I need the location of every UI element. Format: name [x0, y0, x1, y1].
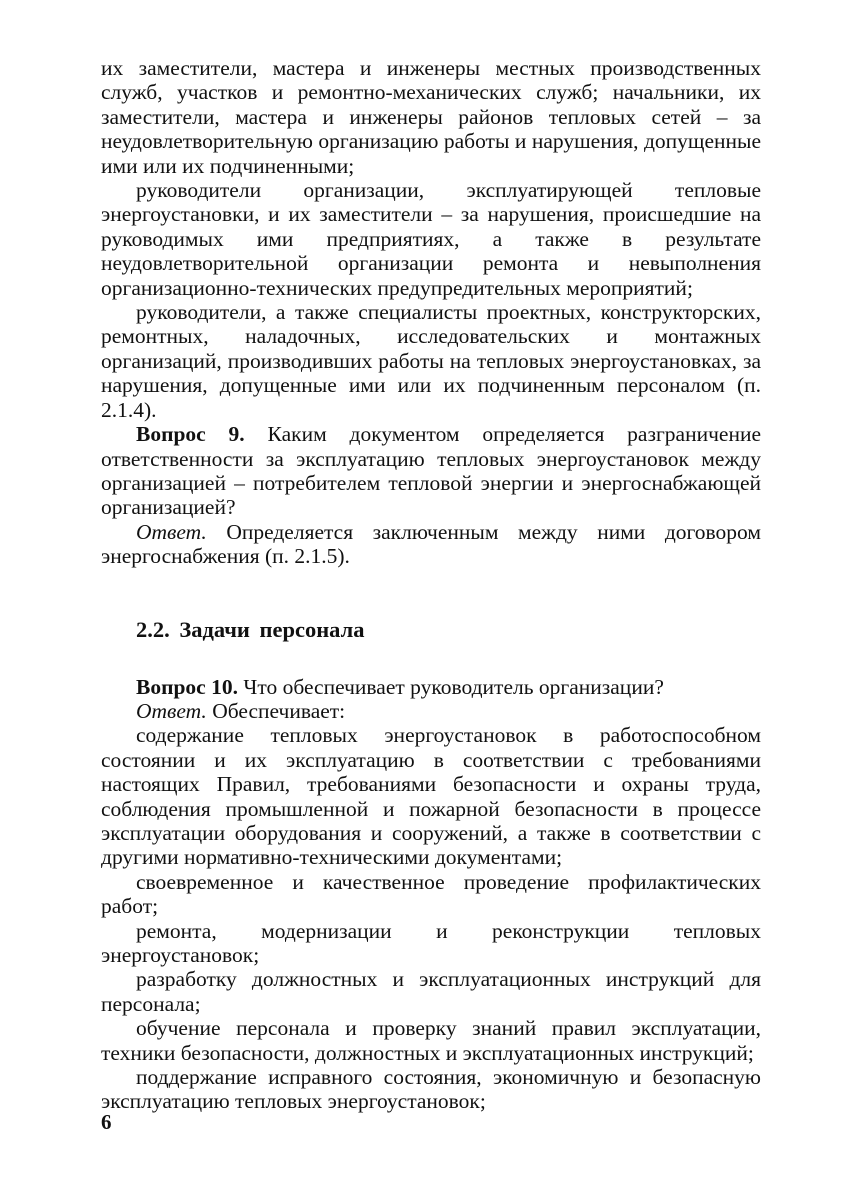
answer-10 — [101, 699, 761, 723]
page-number: 6 — [101, 1110, 112, 1134]
question-text: Что обеспечивает руководитель организации? — [237, 674, 664, 699]
answer-text: Обеспечивает: — [206, 698, 346, 723]
answer-label: Ответ. — [136, 519, 207, 544]
question-text: Каким документом определяется разграничение ответственности за эксплуатацию тепловых энергоустановок между организацией – потребителем тепловой энергии и энергоснабжающей организацией? — [101, 422, 761, 520]
list-paragraph: обучение персонала и проверку знаний правил эксплуатации, техники безопасности, должностных и эксплуатационных инструкций; — [101, 1016, 761, 1065]
list-paragraph: ремонта, модернизации и реконструкции тепловых энергоустановок; — [101, 918, 761, 967]
list-paragraph: поддержание исправного состояния, экономичную и безопасную эксплуатацию тепловых энергоустановок; — [101, 1065, 761, 1114]
list-paragraph: своевременное и качественное проведение профилактических работ; — [101, 869, 761, 919]
question-9 — [101, 422, 761, 520]
list-paragraph: содержание тепловых энергоустановок в работоспособном состоянии и их эксплуатацию в соответствии с требованиями настоящих Правил, требованиями безопасности и охраны труда, соблюдения промышленной и пожарной безопасности в процессе эксплуатации оборудования и сооружений, а также в соответствии с другими нормативно-техническими документами; — [101, 723, 761, 870]
paragraph: руководители, а также специалисты проектных, конструкторских, ремонтных, наладочных, исследовательских и монтажных организаций, производивших работы на тепловых энергоустановках, за нарушения, допущенные ими или их подчиненным персоналом (п. 2.1.4). — [101, 300, 761, 422]
answer-text: Определяется заключенным между ними договором энергоснабжения (п. 2.1.5). — [101, 519, 761, 569]
page-body — [101, 56, 761, 1114]
answer-9 — [101, 520, 761, 569]
question-10 — [101, 675, 761, 699]
section-heading: 2.2. Задачи персонала — [136, 616, 365, 642]
answer-label: Ответ. — [136, 698, 207, 723]
question-label: Вопрос 9. — [136, 422, 245, 447]
paragraph-continuation: их заместители, мастера и инженеры местных производственных служб, участков и ремонтно-механических служб; начальники, их заместители, мастера и инженеры районов тепловых сетей – за неудовлетворительную организацию работы и нарушения, допущенные ими или их подчиненными; — [101, 56, 761, 178]
list-paragraph: разработку должностных и эксплуатационных инструкций для персонала; — [101, 967, 761, 1016]
question-label: Вопрос 10. — [136, 674, 238, 699]
paragraph: руководители организации, эксплуатирующей тепловые энергоустановки, и их заместители – за нарушения, происшедшие на руководимых ими предприятиях, а также в результате неудовлетворительной организации ремонта и невыполнения организационно-технических предупредительных мероприятий; — [101, 178, 761, 300]
